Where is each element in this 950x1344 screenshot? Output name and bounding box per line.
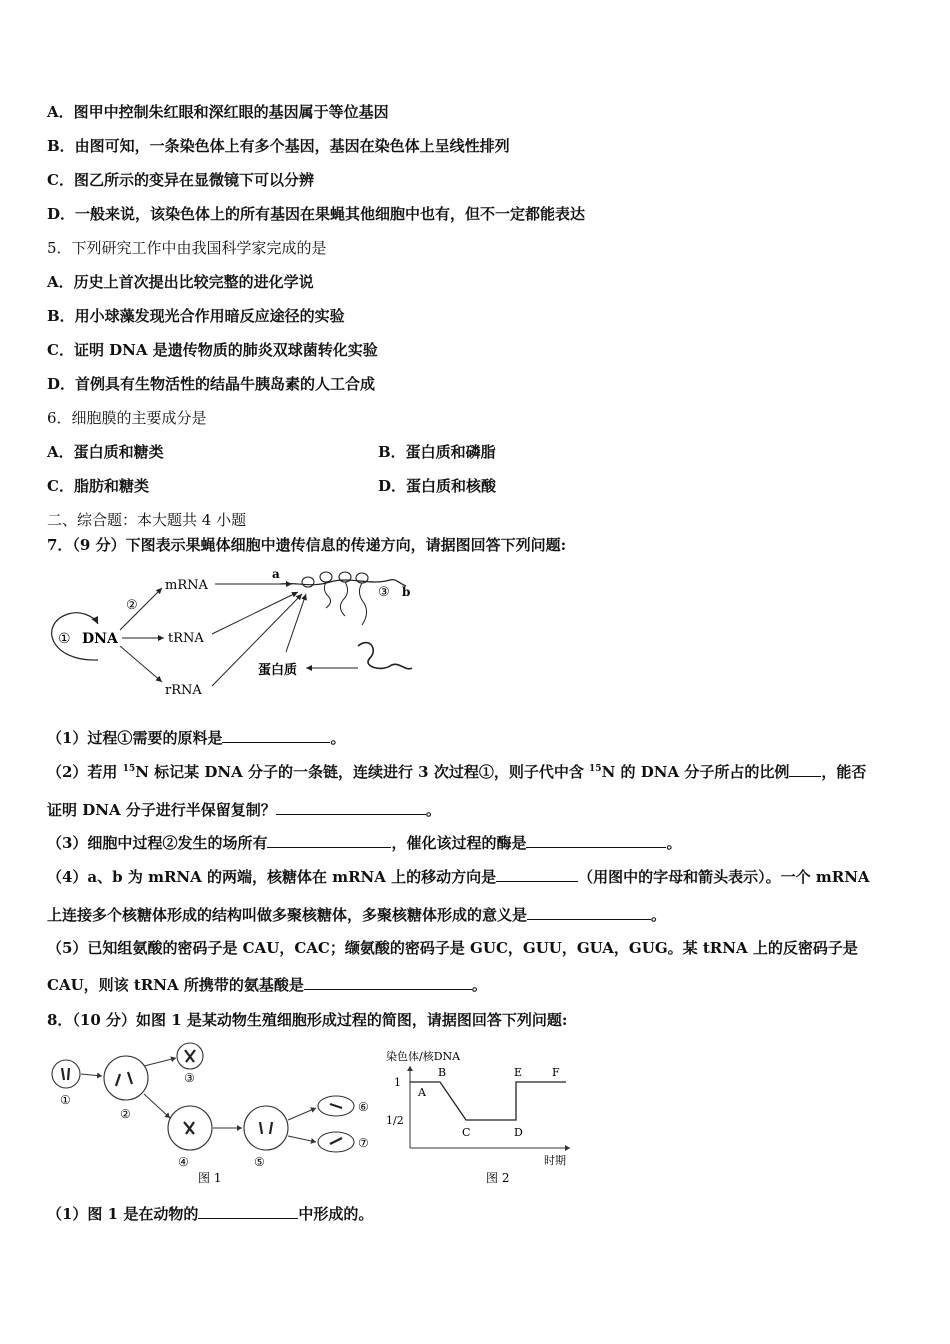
q4-option-d: D．一般来说，该染色体上的所有基因在果蝇其他细胞中也有，但不一定都能表达 — [47, 205, 586, 223]
figure2-caption: 图 2 — [486, 1171, 510, 1185]
q7-stem: 7．（9 分）下图表示果蝇体细胞中遗传信息的传递方向，请据图回答下列问题: — [47, 536, 567, 554]
arrow-trna-translation — [212, 592, 298, 634]
y-tick-1: 1 — [394, 1076, 401, 1089]
q8-stem: 8．（10 分）如图 1 是某动物生殖细胞形成过程的简图，请据图回答下列问题: — [47, 1011, 568, 1029]
q4-option-c: C．图乙所示的变异在显微镜下可以分辨 — [47, 171, 314, 189]
step2-label: ② — [126, 598, 138, 613]
q5-option-a: A．历史上首次提出比较完整的进化学说 — [47, 273, 314, 291]
q7-part3: （3）细胞中过程②发生的场所有 ，催化该过程的酶是 。 — [47, 834, 682, 852]
answer-blank[interactable] — [276, 800, 426, 815]
cell-label-2: ② — [120, 1107, 131, 1121]
answer-blank[interactable] — [267, 833, 391, 848]
q6-option-c: C．脂肪和糖类 — [47, 477, 149, 495]
x-axis-label: 时期 — [544, 1154, 566, 1167]
protein-label: 蛋白质 — [258, 663, 298, 678]
chromosomes — [62, 1050, 342, 1144]
answer-blank[interactable] — [789, 762, 821, 777]
q7-part1: （1）过程①需要的原料是 。 — [47, 729, 346, 747]
q4-option-b: B．由图可知，一条染色体上有多个基因，基因在染色体上呈线性排列 — [47, 137, 510, 155]
step1-label: ① — [58, 631, 71, 647]
q6-option-a: A．蛋白质和糖类 — [47, 443, 164, 461]
point-b: B — [438, 1066, 447, 1079]
y-axis-label: 染色体/核DNA — [386, 1050, 461, 1063]
cell-1 — [52, 1060, 80, 1088]
q5-option-c: C．证明 DNA 是遗传物质的肺炎双球菌转化实验 — [47, 341, 378, 359]
q4-option-a: A．图甲中控制朱红眼和深红眼的基因属于等位基因 — [47, 103, 389, 121]
arrow-protein-translation — [286, 594, 306, 652]
peptide-chains — [324, 582, 366, 625]
cell-label-4: ④ — [178, 1155, 189, 1169]
protein-chain — [358, 643, 412, 669]
q7-part5: （5）已知组氨酸的密码子是 CAU，CAC；缬氨酸的密码子是 GUC，GUU，GUA，GUG。某 tRNA 上的反密码子是 — [47, 939, 858, 957]
figure2-ratio-graph — [380, 1048, 590, 1188]
y-tick-half: 1/2 — [386, 1114, 404, 1127]
cell-label-3: ③ — [184, 1071, 195, 1085]
cell-2 — [104, 1056, 148, 1100]
point-e: E — [514, 1066, 523, 1079]
cell-5 — [244, 1106, 288, 1150]
point-a: A — [418, 1086, 426, 1099]
cell-label-5: ⑤ — [254, 1155, 265, 1169]
point-d: D — [514, 1126, 523, 1139]
q5-option-d: D．首例具有生物活性的结晶牛胰岛素的人工合成 — [47, 375, 376, 393]
figure1-caption: 图 1 — [198, 1171, 222, 1185]
section-heading: 二、综合题：本大题共 4 小题 — [47, 511, 247, 529]
point-f: F — [552, 1066, 560, 1079]
end-b-label: b — [402, 585, 411, 599]
ratio-line — [410, 1082, 566, 1120]
cell-label-6: ⑥ — [358, 1100, 369, 1114]
cell-label-1: ① — [60, 1093, 71, 1107]
answer-blank[interactable] — [496, 867, 578, 882]
q8-part1: （1）图 1 是在动物的 中形成的。 — [47, 1205, 374, 1223]
rrna-label: rRNA — [165, 683, 202, 698]
gene-expression-diagram — [40, 562, 420, 702]
mrna-label: mRNA — [165, 578, 208, 593]
answer-blank[interactable] — [527, 905, 651, 920]
answer-blank[interactable] — [304, 975, 472, 990]
answer-blank[interactable] — [526, 833, 666, 848]
q6-stem: 6．细胞膜的主要成分是 — [47, 409, 207, 427]
q7-part5-cont: CAU，则该 tRNA 所携带的氨基酸是 。 — [47, 976, 487, 994]
figure1-cell-division — [44, 1038, 384, 1188]
q5-stem: 5．下列研究工作中由我国科学家完成的是 — [47, 239, 327, 257]
dna-label: DNA — [82, 631, 118, 647]
q7-part4-cont: 上连接多个核糖体形成的结构叫做多聚核糖体，多聚核糖体形成的意义是 。 — [47, 906, 667, 924]
answer-blank[interactable] — [198, 1204, 298, 1219]
point-c: C — [462, 1126, 471, 1139]
trna-label: tRNA — [168, 631, 204, 646]
cell-label-7: ⑦ — [358, 1136, 369, 1150]
q5-option-b: B．用小球藻发现光合作用暗反应途径的实验 — [47, 307, 345, 325]
step3-label: ③ — [378, 585, 390, 600]
q7-part2: （2）若用 $^{15}$N 标记某 DNA 分子的一条链，连续进行 3 次过程①，则子代中含 $^{15}$N 的 DNA 分子所占的比例 ，能否 — [47, 763, 867, 781]
answer-blank[interactable] — [222, 728, 330, 743]
q7-part4: （4）a、b 为 mRNA 的两端，核糖体在 mRNA 上的移动方向是 （用图中的字母和箭头表示）。一个 mRNA — [47, 868, 870, 886]
q6-option-d: D．蛋白质和核酸 — [378, 477, 497, 495]
q7-part2-cont: 证明 DNA 分子进行半保留复制？ 。 — [47, 801, 441, 819]
q6-option-b: B．蛋白质和磷脂 — [378, 443, 496, 461]
end-a-label: a — [272, 567, 280, 581]
arrow-dna-rrna — [120, 646, 162, 682]
